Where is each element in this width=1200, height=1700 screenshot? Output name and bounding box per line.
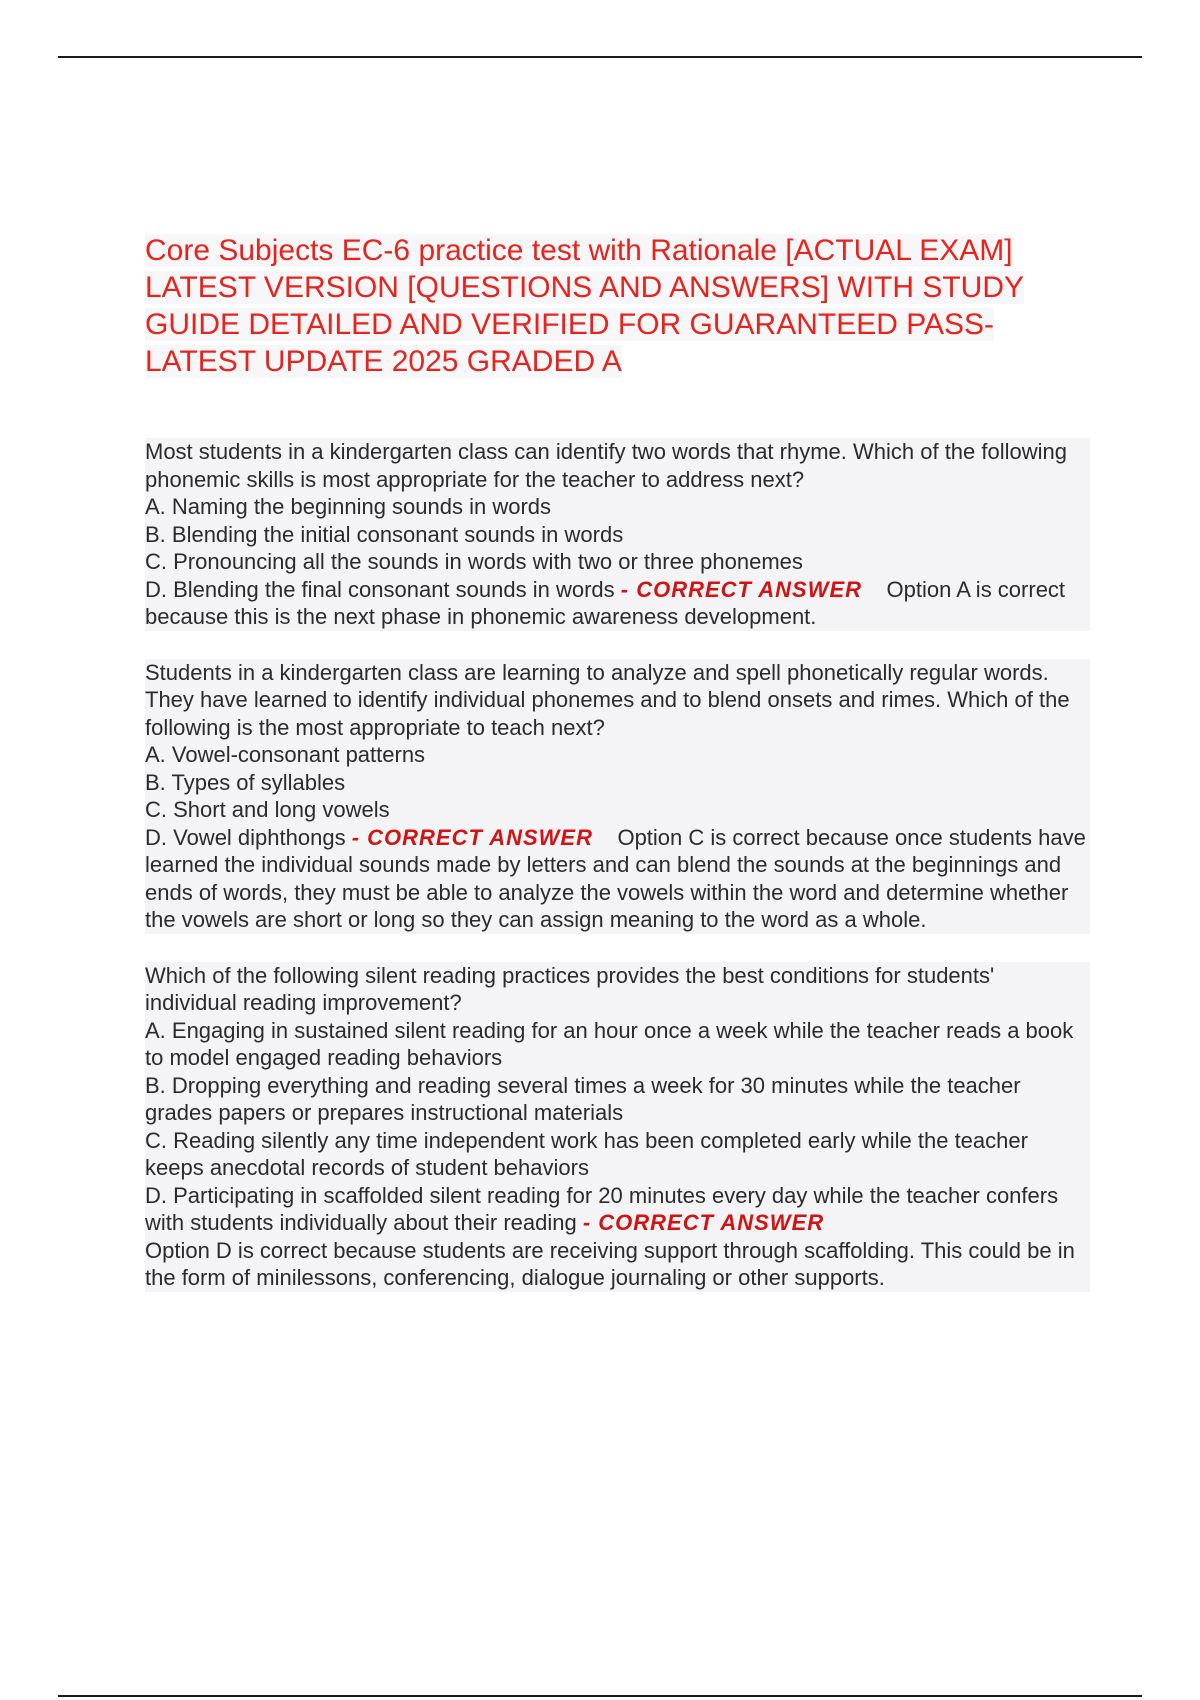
rationale-text: Option C is correct because once students have learned the individual sounds made by letters and can blend the sounds at the beginnings and ends of words, they must be able to analyze the vowels within the word and determine whether the vowels are short or long so they can assign meaning to the word as a whole. (145, 824, 1086, 932)
option-b: B. Dropping everything and reading several times a week for 30 minutes while the teacher grades papers or prepares instructional materials (145, 1072, 1090, 1127)
option-d: D. Blending the final consonant sounds in words (145, 576, 615, 602)
question-text: Most students in a kindergarten class can identify two words that rhyme. Which of the following phonemic skills is most appropriate for the teacher to address next? (145, 438, 1090, 493)
option-b: B. Blending the initial consonant sounds in words (145, 521, 1090, 549)
answer-line (145, 1182, 1090, 1292)
document-title: Core Subjects EC-6 practice test with Rationale [ACTUAL EXAM] LATEST VERSION [QUESTIONS AND ANSWERS] WITH STUDY GUIDE DETAILED AND VERIFIED FOR GUARANTEED PASS- LATEST UPDATE 2025 GRADED A (145, 234, 1025, 378)
correct-answer-label: - CORRECT ANSWER (620, 576, 863, 602)
question-block-1 (145, 438, 1090, 631)
option-a: A. Vowel-consonant patterns (145, 741, 1090, 769)
question-text: Which of the following silent reading practices provides the best conditions for students' individual reading improvement? (145, 962, 1090, 1017)
question-block-3 (145, 962, 1090, 1292)
rationale-text: Option D is correct because students are receiving support through scaffolding. This could be in the form of minilessons, conferencing, dialogue journaling or other supports. (145, 1237, 1075, 1290)
option-d: D. Vowel diphthongs (145, 824, 346, 850)
option-c: C. Pronouncing all the sounds in words with two or three phonemes (145, 548, 1090, 576)
bottom-rule (58, 1695, 1142, 1697)
top-rule (58, 56, 1142, 58)
option-c: C. Short and long vowels (145, 796, 1090, 824)
option-b: B. Types of syllables (145, 769, 1090, 797)
option-c: C. Reading silently any time independent work has been completed early while the teacher keeps anecdotal records of student behaviors (145, 1127, 1090, 1182)
correct-answer-label: - CORRECT ANSWER (351, 824, 593, 850)
question-block-2 (145, 659, 1090, 934)
rationale-text: Option A is correct because this is the next phase in phonemic awareness development. (145, 576, 1066, 629)
option-a: A. Naming the beginning sounds in words (145, 493, 1090, 521)
question-text: Students in a kindergarten class are learning to analyze and spell phonetically regular words. They have learned to identify individual phonemes and to blend onsets and rimes. Which of the following is the most appropriate to teach next? (145, 659, 1090, 742)
correct-answer-label: - CORRECT ANSWER (582, 1210, 825, 1235)
option-d: D. Participating in scaffolded silent reading for 20 minutes every day while the teacher confers with students individually about their reading (145, 1182, 1059, 1235)
answer-line (145, 824, 1090, 934)
title-block (145, 232, 1090, 380)
document-body (145, 232, 1090, 1320)
option-a: A. Engaging in sustained silent reading for an hour once a week while the teacher reads a book to model engaged reading behaviors (145, 1017, 1090, 1072)
answer-line (145, 576, 1090, 631)
